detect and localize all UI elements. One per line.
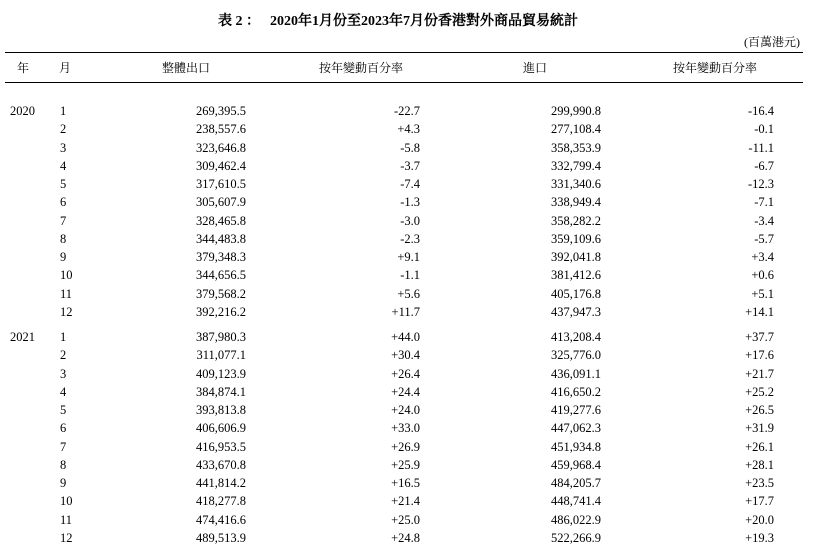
exports-change-cell: +25.9	[391, 457, 420, 472]
exports-cell: 387,980.3	[196, 330, 246, 344]
table-row	[0, 303, 817, 321]
imports-change-cell: +20.0	[745, 512, 774, 527]
exports-change-cell: +9.1	[397, 250, 420, 264]
imports-cell: 447,062.3	[551, 421, 601, 436]
header-imports: 進口	[522, 61, 547, 75]
exports-cell: 305,607.9	[196, 195, 246, 210]
exports-change-cell: -3.0	[400, 213, 420, 228]
month-cell: 6	[60, 195, 67, 210]
exports-cell: 344,483.8	[196, 231, 246, 246]
month-cell: 9	[60, 250, 67, 264]
exports-cell: 309,462.4	[196, 158, 246, 173]
exports-change-cell: +5.6	[397, 286, 420, 301]
imports-change-cell: -11.1	[748, 140, 774, 155]
exports-cell: 406,606.9	[196, 421, 246, 436]
imports-cell: 338,949.4	[551, 195, 601, 210]
month-cell: 9	[60, 476, 67, 490]
month-cell: 7	[60, 213, 67, 228]
exports-cell: 238,557.6	[196, 122, 246, 137]
year-cell: 2021	[10, 330, 35, 344]
table-row	[0, 492, 817, 510]
imports-cell: 451,934.8	[551, 439, 601, 454]
unit-label: (百萬港元)	[744, 35, 800, 49]
month-cell: 6	[60, 421, 67, 436]
imports-change-cell: -5.7	[754, 231, 774, 246]
imports-change-cell: +19.3	[745, 530, 774, 545]
exports-change-cell: +24.8	[391, 530, 420, 545]
month-cell: 11	[60, 286, 73, 301]
table-row	[0, 383, 817, 401]
imports-change-cell: +26.5	[745, 403, 774, 417]
exports-cell: 269,395.5	[196, 104, 246, 118]
imports-cell: 416,650.2	[551, 384, 601, 399]
imports-change-cell: -6.7	[754, 158, 774, 173]
exports-change-cell: -22.7	[393, 104, 420, 118]
table-row	[0, 346, 817, 364]
exports-change-cell: +4.3	[397, 122, 420, 137]
imports-cell: 358,353.9	[551, 140, 601, 155]
exports-cell: 392,216.2	[196, 304, 246, 319]
imports-change-cell: +14.1	[745, 304, 774, 319]
imports-change-cell: +17.6	[745, 348, 774, 363]
exports-change-cell: +24.0	[391, 403, 420, 417]
month-cell: 12	[60, 530, 73, 545]
imports-cell: 325,776.0	[551, 348, 601, 363]
exports-cell: 393,813.8	[196, 403, 246, 417]
header-exports: 整體出口	[161, 61, 210, 75]
imports-cell: 413,208.4	[551, 330, 601, 344]
exports-change-cell: +25.0	[391, 512, 420, 527]
exports-change-cell: -3.7	[400, 158, 420, 173]
exports-change-cell: -2.3	[400, 231, 420, 246]
imports-change-cell: +5.1	[751, 286, 774, 301]
imports-cell: 419,277.6	[551, 403, 601, 417]
imports-change-cell: -16.4	[747, 104, 774, 118]
imports-change-cell: +26.1	[745, 439, 774, 454]
imports-cell: 331,340.6	[551, 177, 601, 191]
exports-cell: 323,646.8	[196, 140, 246, 155]
table-row	[0, 175, 817, 193]
month-cell: 5	[60, 403, 67, 417]
imports-cell: 299,990.8	[551, 104, 601, 118]
month-cell: 3	[60, 140, 67, 155]
month-cell: 8	[60, 457, 67, 472]
exports-cell: 433,670.8	[196, 457, 246, 472]
table-row	[0, 529, 817, 547]
exports-cell: 416,953.5	[196, 439, 246, 454]
top-rule	[5, 52, 803, 53]
table-row	[0, 474, 817, 492]
exports-cell: 328,465.8	[196, 213, 246, 228]
header-exports-change: 按年變動百分率	[318, 61, 403, 75]
month-cell: 1	[60, 104, 67, 118]
month-cell: 8	[60, 231, 67, 246]
imports-change-cell: -12.3	[747, 177, 774, 191]
exports-change-cell: -7.4	[400, 177, 420, 191]
exports-cell: 384,874.1	[196, 384, 246, 399]
table-title	[218, 13, 578, 31]
imports-change-cell: +37.7	[745, 330, 774, 344]
exports-cell: 344,656.5	[196, 268, 246, 283]
imports-cell: 522,266.9	[551, 530, 601, 545]
imports-cell: 392,041.8	[551, 250, 601, 264]
exports-change-cell: +33.0	[391, 421, 420, 436]
table-number-label: 表 2 ：	[218, 14, 260, 29]
table-row	[0, 139, 817, 157]
header-year: 年	[16, 61, 29, 75]
imports-change-cell: +17.7	[745, 494, 774, 509]
month-cell: 10	[60, 494, 73, 509]
exports-change-cell: +30.4	[391, 348, 420, 363]
table-row	[0, 419, 817, 437]
imports-change-cell: +21.7	[745, 366, 774, 381]
imports-cell: 448,741.4	[551, 494, 601, 509]
month-cell: 10	[60, 268, 73, 283]
imports-cell: 436,091.1	[551, 366, 601, 381]
header-month: 月	[58, 61, 71, 75]
exports-change-cell: +24.4	[391, 384, 420, 399]
year-cell: 2020	[10, 104, 35, 118]
exports-cell: 418,277.8	[196, 494, 246, 509]
exports-cell: 409,123.9	[196, 366, 246, 381]
month-cell: 12	[60, 304, 73, 319]
imports-cell: 358,282.2	[551, 213, 601, 228]
imports-cell: 484,205.7	[551, 476, 601, 490]
month-cell: 7	[60, 439, 67, 454]
table-row	[0, 266, 817, 284]
table-row	[0, 328, 817, 346]
imports-change-cell: +28.1	[745, 457, 774, 472]
table-row	[0, 401, 817, 419]
exports-change-cell: +21.4	[391, 494, 420, 509]
month-cell: 1	[60, 330, 67, 344]
table-row	[0, 456, 817, 474]
exports-change-cell: -5.8	[400, 140, 420, 155]
table-row	[0, 212, 817, 230]
table-row	[0, 230, 817, 248]
imports-cell: 332,799.4	[551, 158, 601, 173]
table-row	[0, 102, 817, 120]
header-rule	[5, 82, 803, 83]
imports-change-cell: -3.4	[754, 213, 774, 228]
month-cell: 3	[60, 366, 67, 381]
table-row	[0, 511, 817, 529]
imports-cell: 459,968.4	[551, 457, 601, 472]
imports-change-cell: +0.6	[751, 268, 774, 283]
exports-change-cell: +16.5	[391, 476, 420, 490]
exports-cell: 441,814.2	[196, 476, 246, 490]
imports-cell: 277,108.4	[551, 122, 601, 137]
exports-cell: 474,416.6	[196, 512, 246, 527]
imports-change-cell: +25.2	[745, 384, 774, 399]
month-cell: 11	[60, 512, 73, 527]
table-row	[0, 438, 817, 456]
month-cell: 5	[60, 177, 67, 191]
exports-cell: 489,513.9	[196, 530, 246, 545]
table-row	[0, 120, 817, 138]
exports-cell: 317,610.5	[196, 177, 246, 191]
imports-change-cell: +31.9	[745, 421, 774, 436]
imports-change-cell: +23.5	[745, 476, 774, 490]
imports-cell: 486,022.9	[551, 512, 601, 527]
table-row	[0, 193, 817, 211]
table-row	[0, 365, 817, 383]
imports-cell: 381,412.6	[551, 268, 601, 283]
exports-change-cell: -1.3	[400, 195, 420, 210]
header-imports-change: 按年變動百分率	[672, 61, 757, 75]
imports-cell: 405,176.8	[551, 286, 601, 301]
exports-change-cell: +26.4	[391, 366, 420, 381]
imports-change-cell: -7.1	[754, 195, 774, 210]
month-cell: 2	[60, 348, 67, 363]
exports-change-cell: -1.1	[400, 268, 420, 283]
exports-change-cell: +44.0	[391, 330, 420, 344]
table-title-text: 2020年1月份至2023年7月份香港對外商品貿易統計	[270, 14, 578, 29]
exports-cell: 379,348.3	[196, 250, 246, 264]
imports-cell: 359,109.6	[551, 231, 601, 246]
exports-change-cell: +26.9	[391, 439, 420, 454]
exports-cell: 379,568.2	[196, 286, 246, 301]
month-cell: 4	[60, 158, 67, 173]
month-cell: 4	[60, 384, 67, 399]
exports-change-cell: +11.7	[391, 304, 420, 319]
month-cell: 2	[60, 122, 67, 137]
table-row	[0, 285, 817, 303]
imports-change-cell: +3.4	[751, 250, 774, 264]
exports-cell: 311,077.1	[196, 348, 246, 363]
imports-cell: 437,947.3	[551, 304, 601, 319]
imports-change-cell: -0.1	[754, 122, 774, 137]
table-row	[0, 157, 817, 175]
table-row	[0, 248, 817, 266]
